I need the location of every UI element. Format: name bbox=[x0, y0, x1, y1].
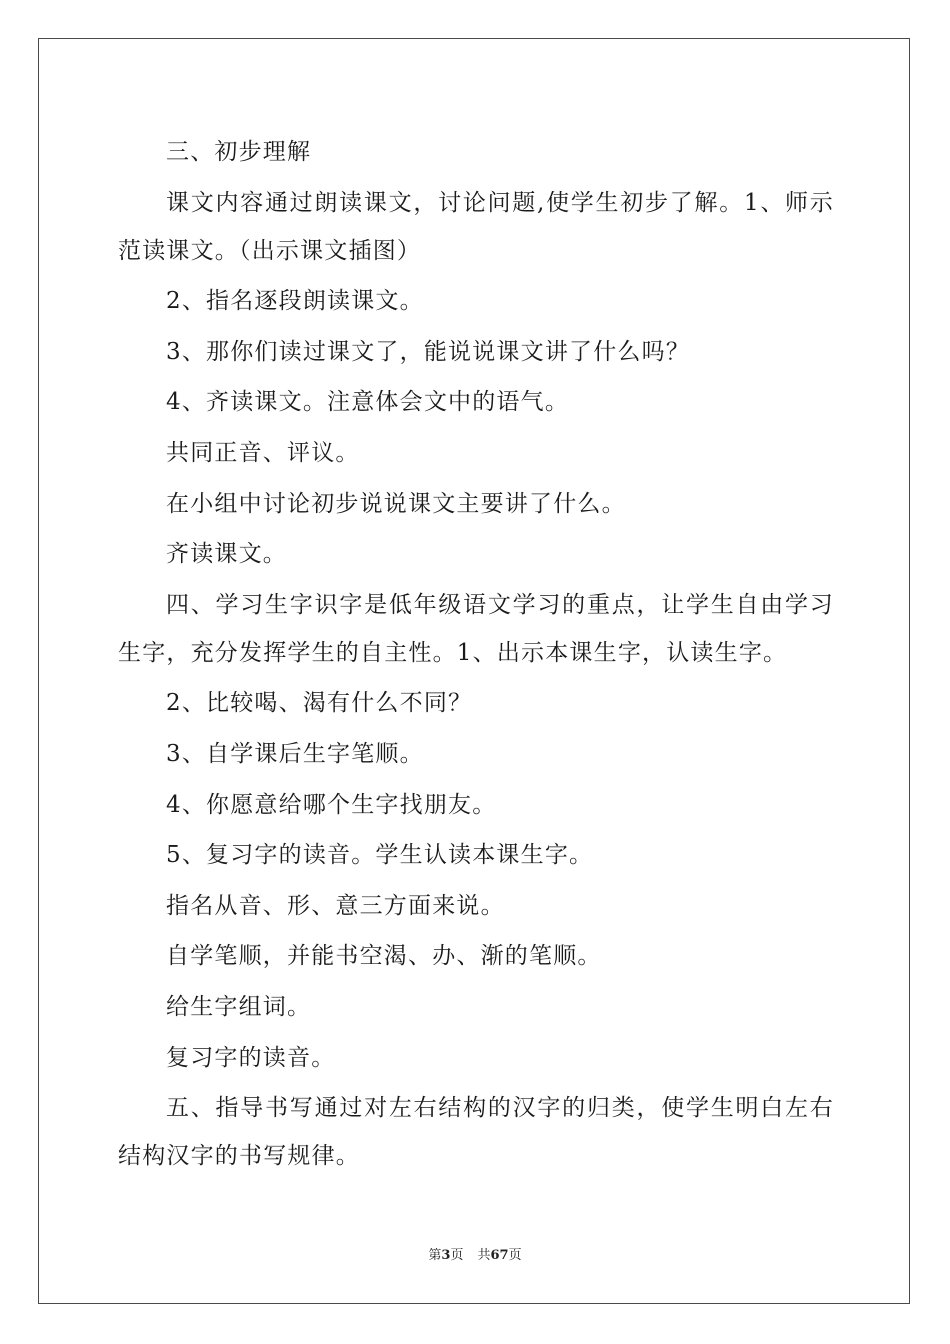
paragraph: 课文内容通过朗读课文，讨论问题,使学生初步了解。1、师示范读课文。（出示课文插图） bbox=[118, 189, 834, 264]
paragraph: 五、指导书写通过对左右结构的汉字的归类，使学生明白左右结构汉字的书写规律。 bbox=[118, 1095, 834, 1170]
paragraph: 2、指名逐段朗读课文。 bbox=[166, 288, 424, 315]
paragraph: 复习字的读音。 bbox=[166, 1044, 336, 1071]
paragraph: 4、齐读课文。注意体会文中的语气。 bbox=[166, 389, 570, 416]
paragraph: 三、初步理解 bbox=[166, 139, 312, 165]
document-body bbox=[118, 128, 834, 1180]
page-number: 3 bbox=[441, 1248, 451, 1263]
page-suffix: 页 bbox=[450, 1248, 464, 1263]
paragraph: 自学笔顺，并能书空渴、办、渐的笔顺。 bbox=[166, 943, 602, 970]
paragraph: 四、学习生字识字是低年级语文学习的重点，让学生自由学习生字，充分发挥学生的自主性。1、出示本课生字，认读生字。 bbox=[118, 591, 834, 666]
paragraph: 3、那你们读过课文了，能说说课文讲了什么吗？ bbox=[166, 338, 691, 365]
page-prefix: 第 bbox=[428, 1248, 442, 1263]
paragraph: 3、自学课后生字笔顺。 bbox=[166, 740, 424, 767]
paragraph: 给生字组词。 bbox=[166, 993, 312, 1020]
paragraph: 在小组中讨论初步说说课文主要讲了什么。 bbox=[166, 490, 626, 517]
total-pages: 67 bbox=[490, 1248, 509, 1263]
page-footer bbox=[0, 1247, 950, 1265]
paragraph: 齐读课文。 bbox=[166, 541, 287, 568]
paragraph: 指名从音、形、意三方面来说。 bbox=[166, 892, 505, 919]
paragraph: 5、复习字的读音。学生认读本课生字。 bbox=[166, 842, 594, 869]
total-suffix: 页 bbox=[508, 1248, 522, 1263]
paragraph: 4、你愿意给哪个生字找朋友。 bbox=[166, 791, 497, 818]
paragraph: 2、比较喝、渴有什么不同？ bbox=[166, 690, 473, 717]
paragraph: 共同正音、评议。 bbox=[166, 439, 360, 466]
total-prefix: 共 bbox=[477, 1248, 491, 1263]
